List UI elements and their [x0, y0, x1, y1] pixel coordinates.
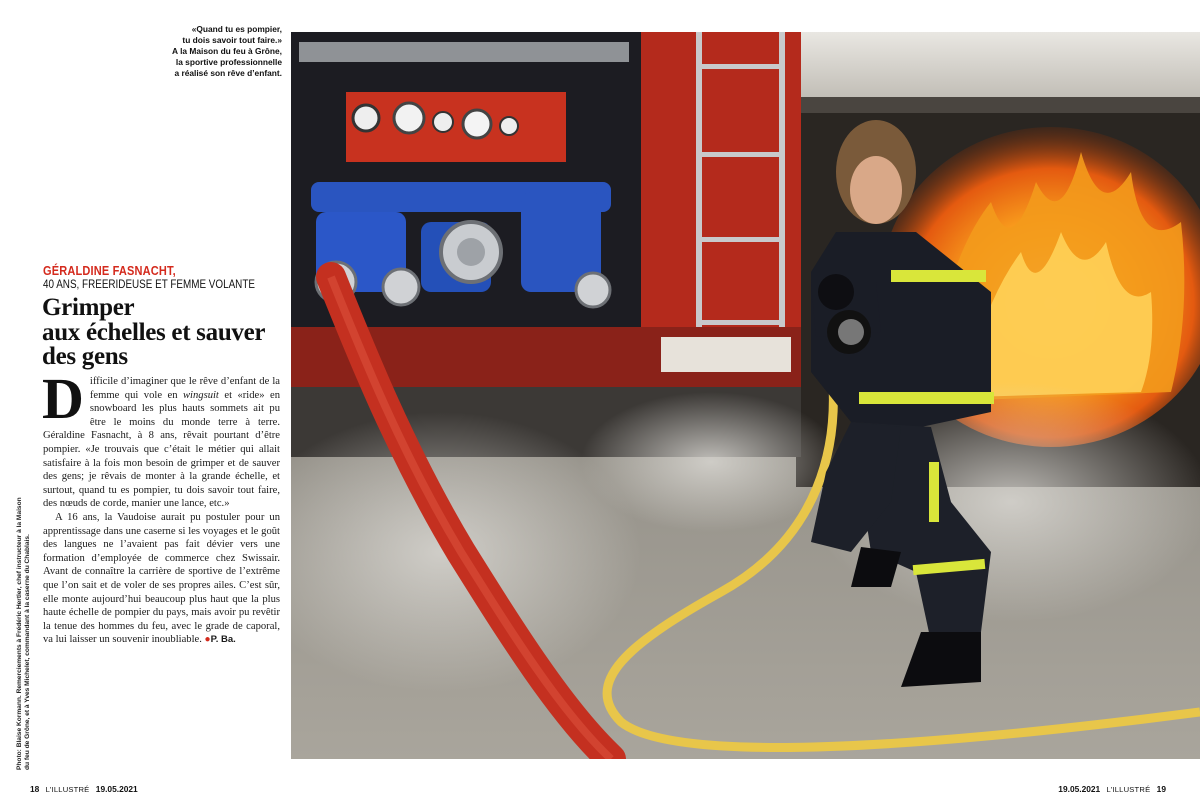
p1-italic-word: wingsuit — [182, 389, 219, 401]
magazine-name-left: L’ILLUSTRÉ — [45, 785, 90, 794]
paragraph-1 — [42, 366, 281, 511]
footer-left — [30, 784, 138, 794]
credit-line: Photo: Blaise Kormann. Remerciements à Frédéric Hertler, chef instructeur à la Maison — [16, 497, 23, 770]
issue-date-left: 19.05.2021 — [95, 784, 138, 794]
article-kicker: GÉRALDINE FASNACHT, — [43, 264, 176, 278]
caption-line: A la Maison du feu à Grône, — [172, 46, 282, 56]
main-photo — [291, 32, 1200, 759]
p1-text-end: et «ride» en snowboard les plus hauts sommets ait pu être le moins du monde terre à terre. Géraldine Fasnacht, à 8 ans, rêvait pourtant d’être pompier. «Je trouvais que c’était le métier qui allait satisfaire à la fois mon besoin de grimper et de sauver des gens; je rêvais de monter à la grande échelle, et surtout, quand tu es pompier, tu dois savoir tout faire, des nœuds de corde, manier une lance, etc.» — [43, 389, 281, 510]
footer-right — [1058, 784, 1166, 794]
photo-credit — [16, 480, 33, 770]
article-headline — [42, 296, 292, 370]
headline-line: des gens — [42, 343, 128, 370]
firefighter-photo-illustration — [291, 32, 1200, 759]
article-body — [42, 366, 281, 647]
headline-line: aux échelles et sauver — [42, 318, 266, 346]
end-mark-icon: ● — [204, 634, 211, 646]
article-subkicker: 40 ANS, FREERIDEUSE ET FEMME VOLANTE — [43, 279, 255, 291]
magazine-name-right: L’ILLUSTRÉ — [1106, 785, 1151, 794]
caption-line: tu dois savoir tout faire.» — [182, 35, 282, 45]
issue-date-right: 19.05.2021 — [1058, 784, 1101, 794]
caption-line: «Quand tu es pompier, — [191, 24, 282, 34]
headline-line: Grimper — [42, 294, 135, 321]
page-number-left: 18 — [30, 784, 40, 794]
caption-line: la sportive professionnelle — [175, 57, 282, 67]
author-signature: P. Ba. — [210, 634, 236, 646]
credit-line: du feu de Grône, et à Yves Michelet, commandant à la caserne du Chablais. — [24, 534, 32, 770]
p1-text-start: ifficile d’imaginer que le rêve d’enfant de la femme qui vole en — [89, 376, 280, 401]
p2-text: A 16 ans, la Vaudoise aurait pu postuler pour un apprentissage dans une caserne si les voyages et le goût des langues ne l’avaient pas fait dévier vers une formation d’employée de commerce chez Swissair. Avant de connaître la carrière de sportive de l’extrême que l’on sait et de voler de ses propres ailes. C’est sûr, elle monte aujourd’hui beaucoup plus haut que la plus haute échelle de pompier du pays, mais avoir pu revêtir la tenue des hommes du feu, avec le grade de caporal, va lui laisser un souvenir inoubliable. — [43, 511, 280, 646]
paragraph-2 — [43, 511, 280, 647]
drop-cap: D — [42, 366, 84, 431]
caption-line: a réalisé son rêve d’enfant. — [174, 68, 282, 78]
page-number-right: 19 — [1156, 784, 1166, 794]
photo-caption — [150, 24, 282, 79]
